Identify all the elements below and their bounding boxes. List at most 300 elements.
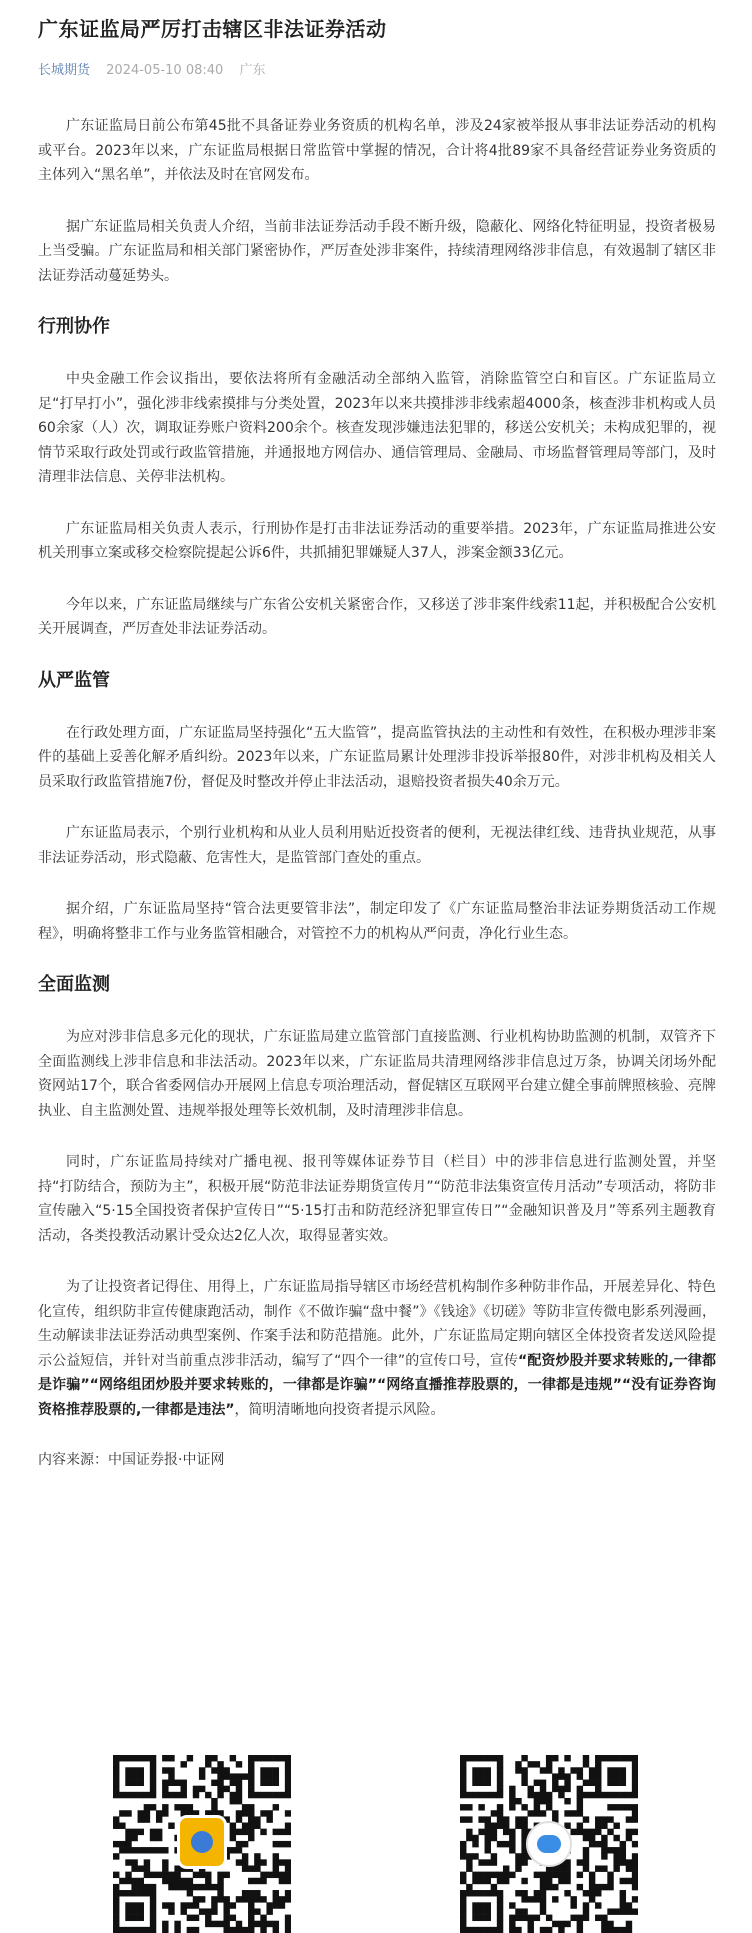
qr-module	[248, 1896, 254, 1902]
qr-module	[285, 1878, 291, 1884]
qr-module	[577, 1859, 583, 1865]
qr-module	[150, 1896, 156, 1902]
qr-module	[577, 1810, 583, 1816]
qr-module	[472, 1902, 478, 1908]
qr-module	[632, 1896, 638, 1902]
qr-module	[273, 1872, 279, 1878]
qr-module	[552, 1872, 558, 1878]
qr-module	[466, 1792, 472, 1798]
qr-module	[460, 1786, 466, 1792]
qr-module	[534, 1780, 540, 1786]
qr-module	[248, 1816, 254, 1822]
qr-module	[150, 1804, 156, 1810]
qr-module	[497, 1878, 503, 1884]
qr-module	[144, 1859, 150, 1865]
qr-module	[162, 1878, 168, 1884]
qr-module	[558, 1927, 564, 1933]
qr-module	[478, 1773, 484, 1779]
qr-module	[515, 1927, 521, 1933]
qr-module	[540, 1908, 546, 1914]
qr-module	[460, 1761, 466, 1767]
qr-module	[472, 1853, 478, 1859]
qr-module	[485, 1859, 491, 1865]
qr-module	[570, 1896, 576, 1902]
qr-module	[503, 1872, 509, 1878]
qr-module	[534, 1890, 540, 1896]
qr-module	[534, 1761, 540, 1767]
qr-module	[528, 1786, 534, 1792]
qr-module	[113, 1823, 119, 1829]
qr-module	[138, 1767, 144, 1773]
qr-module	[273, 1865, 279, 1871]
qr-module	[248, 1767, 254, 1773]
qr-module	[113, 1921, 119, 1927]
qr-module	[254, 1865, 260, 1871]
qr-module	[254, 1908, 260, 1914]
qr-module	[193, 1872, 199, 1878]
qr-module	[156, 1847, 162, 1853]
qr-module	[242, 1927, 248, 1933]
qr-module	[632, 1853, 638, 1859]
section-heading: 全面监测	[38, 974, 110, 995]
qr-module	[181, 1780, 187, 1786]
qr-module	[472, 1908, 478, 1914]
qr-module	[485, 1841, 491, 1847]
qr-module	[162, 1780, 168, 1786]
qr-module	[472, 1872, 478, 1878]
qr-module	[466, 1835, 472, 1841]
qr-module	[273, 1890, 279, 1896]
qr-module	[187, 1884, 193, 1890]
qr-module	[589, 1872, 595, 1878]
qr-module	[472, 1915, 478, 1921]
qr-module	[509, 1792, 515, 1798]
qr-module	[485, 1927, 491, 1933]
qr-module	[564, 1890, 570, 1896]
qr-module	[509, 1872, 515, 1878]
qr-module	[534, 1804, 540, 1810]
qr-module	[248, 1810, 254, 1816]
qr-module	[546, 1798, 552, 1804]
qr-module	[485, 1829, 491, 1835]
qr-module	[632, 1872, 638, 1878]
qr-module	[266, 1810, 272, 1816]
qr-module	[150, 1767, 156, 1773]
qr-module	[125, 1829, 131, 1835]
qr-module	[613, 1847, 619, 1853]
qr-module	[150, 1908, 156, 1914]
qr-module	[497, 1908, 503, 1914]
qr-module	[131, 1829, 137, 1835]
qr-module	[279, 1859, 285, 1865]
qr-module	[150, 1773, 156, 1779]
qr-module	[632, 1908, 638, 1914]
qr-module	[199, 1767, 205, 1773]
qr-module	[156, 1829, 162, 1835]
qr-module	[236, 1816, 242, 1822]
qr-module	[626, 1927, 632, 1933]
qr-module	[113, 1927, 119, 1933]
qr-module	[620, 1908, 626, 1914]
qr-module	[558, 1792, 564, 1798]
qr-module	[607, 1773, 613, 1779]
qr-module	[497, 1761, 503, 1767]
qr-module	[138, 1902, 144, 1908]
qr-module	[478, 1915, 484, 1921]
article-datetime: 2024-05-10 08:40	[106, 63, 224, 78]
qr-module	[460, 1847, 466, 1853]
qr-module	[150, 1884, 156, 1890]
qr-module	[466, 1804, 472, 1810]
qr-module	[248, 1823, 254, 1829]
qr-module	[285, 1872, 291, 1878]
qr-module	[260, 1896, 266, 1902]
qr-module	[515, 1767, 521, 1773]
qr-module	[260, 1755, 266, 1761]
qr-module	[601, 1835, 607, 1841]
qr-module	[285, 1865, 291, 1871]
qr-module	[478, 1755, 484, 1761]
qr-module	[230, 1792, 236, 1798]
qr-module	[266, 1773, 272, 1779]
qr-module	[595, 1823, 601, 1829]
qr-module	[497, 1810, 503, 1816]
qr-module	[497, 1823, 503, 1829]
qr-module	[491, 1835, 497, 1841]
qr-module	[570, 1767, 576, 1773]
qr-module	[279, 1755, 285, 1761]
qr-module	[620, 1859, 626, 1865]
qr-module	[266, 1872, 272, 1878]
qr-module	[607, 1908, 613, 1914]
qr-module	[472, 1755, 478, 1761]
qr-module	[540, 1902, 546, 1908]
qr-module	[199, 1786, 205, 1792]
qr-module	[193, 1927, 199, 1933]
qr-module	[570, 1902, 576, 1908]
qr-module	[125, 1767, 131, 1773]
qr-module	[254, 1792, 260, 1798]
qr-module	[181, 1804, 187, 1810]
qr-module	[632, 1865, 638, 1871]
qr-module	[595, 1865, 601, 1871]
qr-module	[205, 1878, 211, 1884]
qr-module	[260, 1792, 266, 1798]
qr-module	[266, 1767, 272, 1773]
qr-module	[217, 1890, 223, 1896]
qr-module	[217, 1780, 223, 1786]
qr-module	[113, 1884, 119, 1890]
qr-module	[260, 1773, 266, 1779]
qr-module	[248, 1792, 254, 1798]
section-heading: 行刑协作	[38, 316, 110, 337]
qr-module	[521, 1780, 527, 1786]
qr-module	[528, 1927, 534, 1933]
qr-module	[632, 1780, 638, 1786]
qr-module	[583, 1865, 589, 1871]
qr-module	[217, 1872, 223, 1878]
qr-module	[620, 1755, 626, 1761]
qr-module	[485, 1792, 491, 1798]
qr-module	[613, 1767, 619, 1773]
qr-module	[466, 1816, 472, 1822]
qr-module	[144, 1755, 150, 1761]
qr-module	[236, 1847, 242, 1853]
qr-module	[285, 1780, 291, 1786]
qr-module	[150, 1829, 156, 1835]
paragraph: 中央金融工作会议指出，要依法将所有金融活动全部纳入监管，消除监管空白和盲区。广东证监局立足“打早打小”，强化涉非线索摸排与分类处置，2023年以来共摸排涉非线索超4000条，核查涉非机构或人员60余家（人）次，调取证券账户资料200余个。核查发现涉嫌违法犯罪的，移送公安机关；未构成犯罪的，视情节采取行政处罚或行政监管措施，并通报地方网信办、通信管理局、金融局、市场监督管理局等部门，及时清理非法信息、关停非法机构。	[38, 371, 716, 485]
qr-module	[577, 1915, 583, 1921]
qr-module	[460, 1804, 466, 1810]
qr-module	[144, 1890, 150, 1896]
qr-module	[162, 1767, 168, 1773]
qr-module	[521, 1915, 527, 1921]
qr-module	[119, 1755, 125, 1761]
qr-module	[113, 1841, 119, 1847]
qr-module	[230, 1773, 236, 1779]
qr-module	[174, 1927, 180, 1933]
qr-module	[460, 1896, 466, 1902]
qr-module	[254, 1755, 260, 1761]
qr-module	[460, 1816, 466, 1822]
qr-module	[509, 1841, 515, 1847]
qr-module	[577, 1921, 583, 1927]
qr-module	[589, 1896, 595, 1902]
qr-module	[503, 1816, 509, 1822]
qr-module	[497, 1786, 503, 1792]
qr-module	[242, 1810, 248, 1816]
qr-module	[613, 1792, 619, 1798]
qr-module	[472, 1792, 478, 1798]
qr-module	[601, 1847, 607, 1853]
qr-module	[589, 1792, 595, 1798]
qr-module	[285, 1786, 291, 1792]
paragraph: 据广东证监局相关负责人介绍，当前非法证券活动手段不断升级，隐蔽化、网络化特征明显，投资者极易上当受骗。广东证监局和相关部门紧密协作，严厉查处涉非案件，持续清理网络涉非信息，有效遏制了辖区非法证券活动蔓延势头。	[38, 218, 716, 284]
qr-module	[131, 1915, 137, 1921]
qr-module	[279, 1829, 285, 1835]
qr-module	[583, 1816, 589, 1822]
qr-module	[485, 1816, 491, 1822]
qr-module	[205, 1755, 211, 1761]
qr-module	[230, 1902, 236, 1908]
qr-module	[601, 1841, 607, 1847]
qr-module	[205, 1921, 211, 1927]
qr-module	[113, 1773, 119, 1779]
qr-module	[131, 1908, 137, 1914]
paragraph: 为应对涉非信息多元化的现状，广东证监局建立监管部门直接监测、行业机构协助监测的机制，双管齐下全面监测线上涉非信息和非法活动。2023年以来，广东证监局共清理网络涉非信息过万条，协调关闭场外配资网站17个，联合省委网信办开展网上信息专项治理活动，督促辖区互联网平台建立健全事前牌照核验、亮牌执业、自主监测处置、违规举报处理等长效机制，及时清理涉非信息。	[38, 1029, 716, 1119]
section-heading: 从严监管	[38, 669, 110, 691]
qr-module	[503, 1865, 509, 1871]
qr-module	[236, 1780, 242, 1786]
qr-module	[223, 1786, 229, 1792]
qr-module	[125, 1847, 131, 1853]
qr-module	[187, 1804, 193, 1810]
qr-module	[521, 1859, 527, 1865]
qr-module	[485, 1908, 491, 1914]
qr-module	[613, 1755, 619, 1761]
qr-module	[242, 1773, 248, 1779]
qr-code-chat-logo-icon	[526, 1821, 572, 1867]
qr-module	[583, 1847, 589, 1853]
qr-module	[150, 1847, 156, 1853]
qr-module	[150, 1792, 156, 1798]
qr-module	[485, 1872, 491, 1878]
qr-module	[626, 1829, 632, 1835]
qr-module	[540, 1884, 546, 1890]
qr-module	[211, 1798, 217, 1804]
qr-module	[260, 1829, 266, 1835]
qr-module	[242, 1841, 248, 1847]
qr-module	[485, 1767, 491, 1773]
qr-module	[613, 1853, 619, 1859]
qr-module	[472, 1878, 478, 1884]
qr-module	[187, 1890, 193, 1896]
qr-module	[162, 1786, 168, 1792]
qr-module	[131, 1890, 137, 1896]
qr-module	[607, 1767, 613, 1773]
qr-module	[285, 1792, 291, 1798]
qr-module	[503, 1878, 509, 1884]
qr-module	[131, 1792, 137, 1798]
article-title: 广东证监局严厉打击辖区非法证券活动	[38, 17, 387, 41]
qr-module	[131, 1780, 137, 1786]
qr-module	[266, 1908, 272, 1914]
qr-module	[248, 1921, 254, 1927]
qr-module	[119, 1890, 125, 1896]
qr-module	[632, 1786, 638, 1792]
qr-module	[613, 1927, 619, 1933]
qr-module	[632, 1767, 638, 1773]
qr-module	[515, 1823, 521, 1829]
qr-module	[564, 1810, 570, 1816]
qr-module	[260, 1872, 266, 1878]
qr-module	[273, 1853, 279, 1859]
qr-module	[485, 1823, 491, 1829]
qr-module	[472, 1767, 478, 1773]
qr-module	[205, 1761, 211, 1767]
qr-module	[546, 1792, 552, 1798]
qr-module	[601, 1921, 607, 1927]
qr-module	[626, 1878, 632, 1884]
qr-module	[285, 1767, 291, 1773]
qr-module	[546, 1927, 552, 1933]
qr-module	[528, 1792, 534, 1798]
qr-module	[260, 1810, 266, 1816]
qr-module	[150, 1780, 156, 1786]
qr-module	[248, 1890, 254, 1896]
qr-module	[217, 1786, 223, 1792]
qr-module	[626, 1816, 632, 1822]
qr-module	[460, 1890, 466, 1896]
qr-module	[460, 1915, 466, 1921]
qr-module	[460, 1841, 466, 1847]
qr-module	[564, 1878, 570, 1884]
qr-module	[466, 1865, 472, 1871]
qr-module	[266, 1792, 272, 1798]
qr-module	[528, 1810, 534, 1816]
qr-module	[223, 1767, 229, 1773]
qr-module	[248, 1829, 254, 1835]
qr-module	[113, 1902, 119, 1908]
qr-module	[125, 1872, 131, 1878]
qr-module	[144, 1810, 150, 1816]
qr-module	[583, 1792, 589, 1798]
qr-module	[497, 1780, 503, 1786]
qr-module	[131, 1755, 137, 1761]
qr-module	[174, 1804, 180, 1810]
qr-module	[472, 1773, 478, 1779]
qr-module	[138, 1773, 144, 1779]
qr-module	[497, 1816, 503, 1822]
qr-module	[601, 1915, 607, 1921]
qr-module	[260, 1921, 266, 1927]
qr-module	[144, 1792, 150, 1798]
qr-module	[150, 1835, 156, 1841]
qr-module	[607, 1872, 613, 1878]
qr-module	[491, 1884, 497, 1890]
qr-module	[626, 1792, 632, 1798]
qr-module	[162, 1865, 168, 1871]
qr-module	[162, 1847, 168, 1853]
qr-module	[583, 1835, 589, 1841]
qr-module	[181, 1902, 187, 1908]
qr-module	[254, 1859, 260, 1865]
qr-module	[485, 1902, 491, 1908]
qr-module	[138, 1865, 144, 1871]
qr-module	[138, 1792, 144, 1798]
qr-module	[497, 1927, 503, 1933]
qr-module	[589, 1890, 595, 1896]
qr-module	[242, 1804, 248, 1810]
qr-module	[174, 1878, 180, 1884]
qr-module	[119, 1841, 125, 1847]
qr-module	[187, 1927, 193, 1933]
qr-module	[478, 1908, 484, 1914]
qr-module	[460, 1872, 466, 1878]
qr-module	[613, 1865, 619, 1871]
qr-module	[199, 1896, 205, 1902]
article-meta	[38, 62, 716, 80]
article-source-link[interactable]: 长城期货	[38, 63, 91, 78]
qr-module	[515, 1816, 521, 1822]
qr-module	[626, 1835, 632, 1841]
qr-module	[181, 1908, 187, 1914]
qr-module	[279, 1792, 285, 1798]
qr-module	[607, 1884, 613, 1890]
qr-module	[478, 1902, 484, 1908]
qr-module	[211, 1908, 217, 1914]
qr-module	[113, 1786, 119, 1792]
qr-module	[515, 1798, 521, 1804]
qr-module	[248, 1773, 254, 1779]
qr-module	[156, 1872, 162, 1878]
qr-module	[478, 1859, 484, 1865]
qr-module	[552, 1884, 558, 1890]
qr-module	[521, 1908, 527, 1914]
qr-module	[534, 1792, 540, 1798]
qr-module	[478, 1804, 484, 1810]
qr-module	[254, 1823, 260, 1829]
qr-module	[230, 1847, 236, 1853]
qr-module	[460, 1908, 466, 1914]
qr-module	[217, 1878, 223, 1884]
qr-module	[503, 1841, 509, 1847]
qr-module	[620, 1767, 626, 1773]
qr-module	[217, 1761, 223, 1767]
qr-module	[626, 1921, 632, 1927]
qr-module	[595, 1890, 601, 1896]
qr-module	[552, 1896, 558, 1902]
